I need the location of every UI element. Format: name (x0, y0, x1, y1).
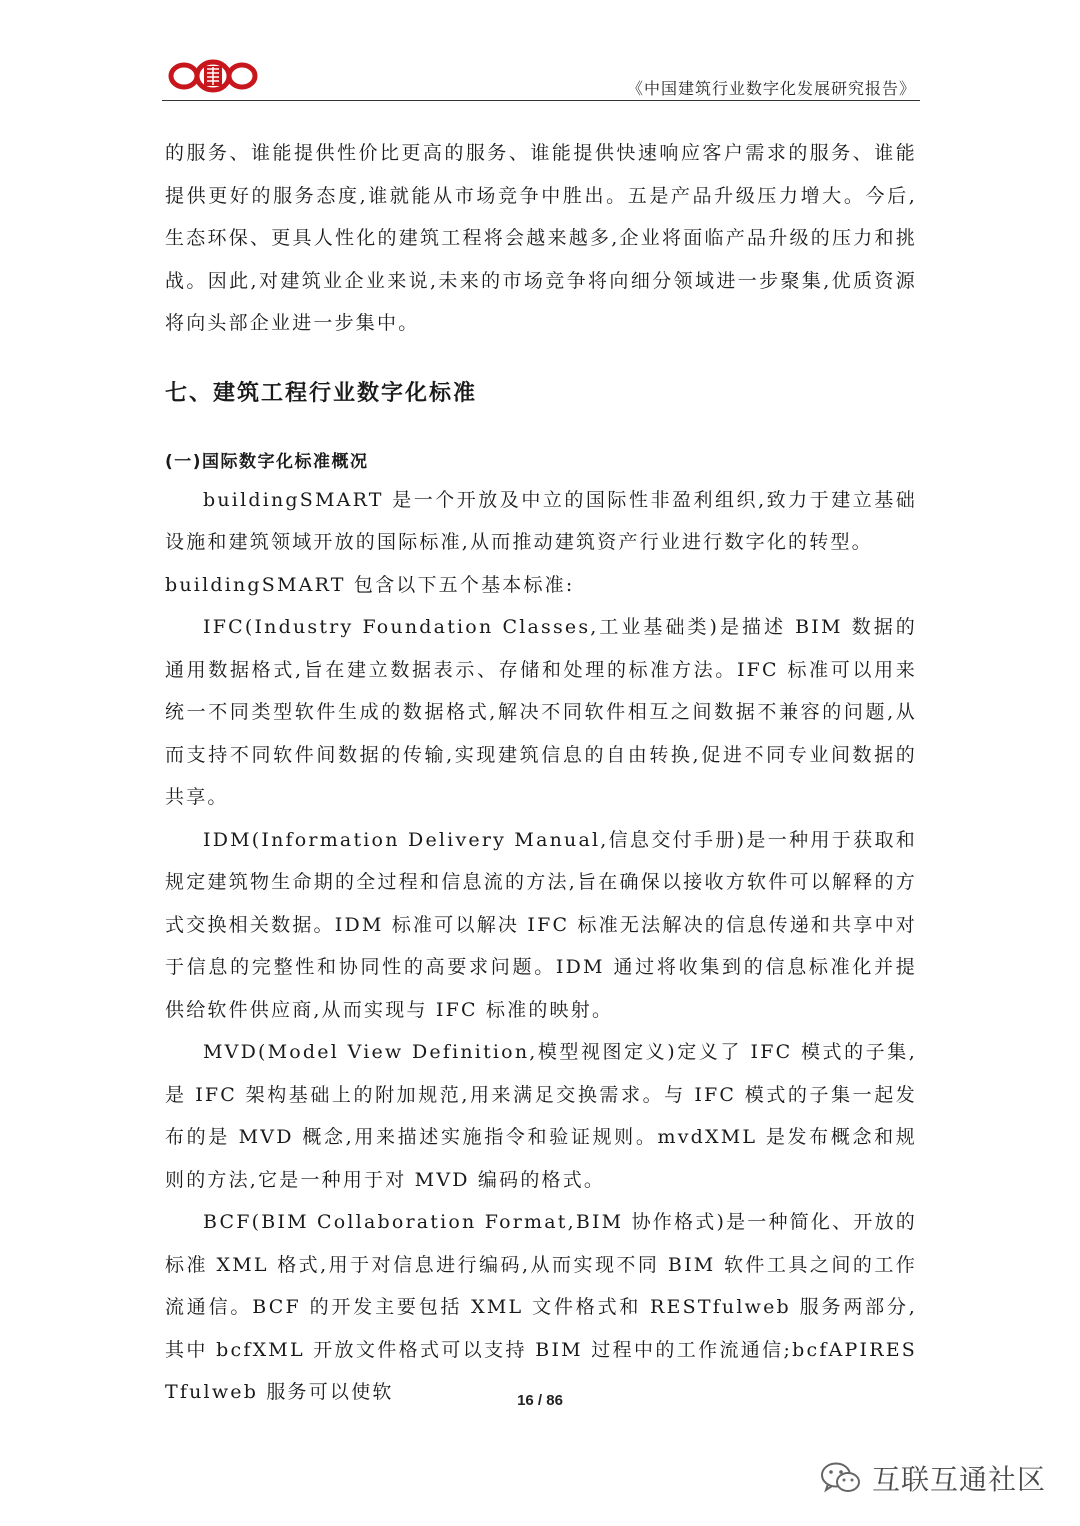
paragraph-bcf: BCF(BIM Collaboration Format,BIM 协作格式)是一种简化、开放的标准 XML 格式,用于对信息进行编码,从而实现不同 BIM 软件工具之间的工作流通信。BCF 的开发主要包括 XML 文件格式和 RESTfulweb 服务两部分,其中 bcfXML 开放文件格式可以支持 BIM 过程中的工作流通信;bcfAPIRESTfulweb 服务可以使软 (165, 1211, 917, 1403)
paragraph-ifc: IFC(Industry Foundation Classes,工业基础类)是描述 BIM 数据的通用数据格式,旨在建立数据表示、存储和处理的标准方法。IFC 标准可以用来统一不同类型软件生成的数据格式,解决不同软件相互之间数据不兼容的问题,从而支持不同软件间数据的传输,实现建筑信息的自由转换,促进不同专业间数据的共享。 (165, 616, 917, 808)
paragraph-buildingsmart-list: buildingSMART 包含以下五个基本标准: (165, 573, 575, 596)
page-content (165, 132, 917, 1414)
watermark-text: 互联互通社区 (871, 1463, 1046, 1496)
subsection-heading: (一)国际数字化标准概况 (165, 451, 369, 472)
paragraph-mvd: MVD(Model View Definition,模型视图定义)定义了 IFC 模式的子集,是 IFC 架构基础上的附加规范,用来满足交换需求。与 IFC 模式的子集一起发布的是 MVD 概念,用来描述实施指令和验证规则。mvdXML 是发布概念和规则的方法,它是一种用于对 MVD 编码的格式。 (165, 1041, 917, 1191)
paragraph-buildingsmart: buildingSMART 是一个开放及中立的国际性非盈利组织,致力于建立基础设施和建筑领域开放的国际标准,从而推动建筑资产行业进行数字化的转型。 (165, 488, 917, 553)
paragraph-idm: IDM(Information Delivery Manual,信息交付手册)是一种用于获取和规定建筑物生命期的全过程和信息流的方法,旨在确保以接收方软件可以解释的方式交换相关数据。IDM 标准可以解决 IFC 标准无法解决的信息传递和共享中对于信息的完整性和协同性的高要求问题。IDM 通过将收集到的信息标准化并提供给软件供应商,从而实现与 IFC 标准的映射。 (165, 828, 917, 1021)
report-logo (168, 56, 258, 96)
watermark (820, 1458, 1046, 1498)
wechat-icon (820, 1460, 862, 1496)
paragraph-continued: 的服务、谁能提供性价比更高的服务、谁能提供快速响应客户需求的服务、谁能提供更好的服务态度,谁就能从市场竞争中胜出。五是产品升级压力增大。今后,生态环保、更具人性化的建筑工程将会越来越多,企业将面临产品升级的压力和挑战。因此,对建筑业企业来说,未来的市场竞争将向细分领域进一步聚集,优质资源将向头部企业进一步集中。 (165, 142, 917, 334)
section-heading: 七、建筑工程行业数字化标准 (165, 380, 478, 406)
header-divider (162, 100, 920, 101)
report-title: 《中国建筑行业数字化发展研究报告》 (626, 79, 916, 98)
page-number: 16 / 86 (517, 1392, 563, 1409)
